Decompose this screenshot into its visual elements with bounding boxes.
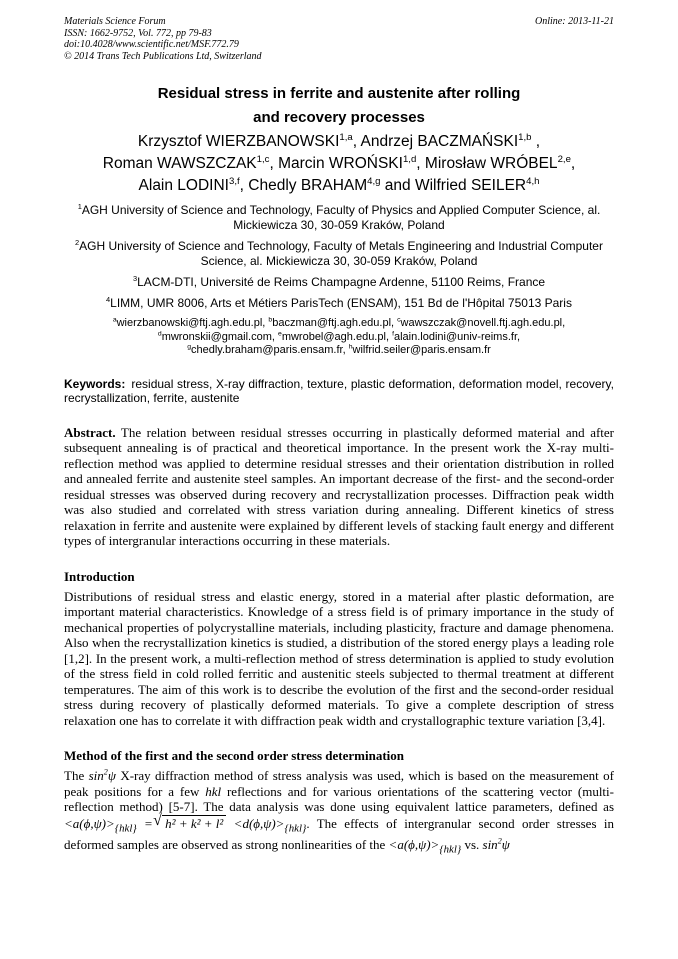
email-line-2 [64,331,614,345]
email-separator: , [262,317,269,329]
formula-a: <a(ϕ,ψ)> [388,836,440,852]
email-sup: g [187,343,191,351]
author-separator: and [380,177,415,194]
method-section [64,748,614,858]
email-address: baczman@ftj.agh.edu.pl [272,317,392,329]
email-line-1 [64,317,614,331]
email-separator: , [271,330,279,343]
formula-d: <d(ϕ,ψ)> [226,815,285,831]
author-name: Andrzej BACZMAŃSKI [360,133,519,150]
affiliation-text: LACM-DTI, Université de Reims Champagne Ardenne, 51100 Reims, France [137,275,546,289]
keywords-label: Keywords: [64,376,126,391]
email-address: mwronskii@gmail.com [161,330,272,343]
email-sup: b [268,316,273,324]
email-separator: , [342,344,349,356]
author-affil-sup: 1,b [518,131,532,143]
affiliation-4 [64,296,614,311]
sin-label: sin [88,768,104,783]
affiliation-list [64,203,614,311]
email-address: mwrobel@agh.edu.pl [281,330,386,343]
formula-sub: {hkl} [284,822,307,835]
email-address: wilfrid.seiler@paris.ensam.fr [352,344,491,356]
psi-symbol: ψ [107,768,116,783]
email-list [64,317,614,358]
affiliation-2 [64,239,614,269]
title-line-1: Residual stress in ferrite and austenite after rolling [157,85,521,102]
affiliation-1 [64,203,614,233]
affiliation-3 [64,275,614,290]
author-separator: , [269,155,279,172]
email-address: chedly.braham@paris.ensam.fr [190,344,343,356]
abstract-text: The relation between residual stresses occurring in plastically deformed material and after subsequent annealing is of practical and theoretical importance. In the present work the X-ray multi-reflection method was applied to determine residual stresses and their orientation distribution in rolled and annealed ferrite and austenite steel samples. An important decrease of the first- and the second-order residual stresses was observed during recovery and recrystallization processes. Diffraction peak width was also studied and correlated with stress variation during annealing. Different kinetics of stress relaxation in ferrite and austenite were explained by different levels of stacking fault energy and different types of intergranular interactions occurring in these materials. [64,424,615,548]
author-affil-sup: 2,e [557,153,571,165]
method-heading: Method of the first and the second order stress determination [64,748,405,763]
formula-equals: = [136,815,161,831]
formula-sub: {hkl} [439,843,462,856]
author-name: Wilfried SEILER [414,177,527,194]
email-sup: a [112,316,117,324]
affiliation-text: AGH University of Science and Technology, Faculty of Metals Engineering and Industrial Computer Science, al. Mickiewicza 30, 30-059 Kraków, Poland [79,239,603,268]
formula-sub: {hkl} [114,822,137,835]
introduction-text: Distributions of residual stress and elastic energy, stored in a material after plastic deformation, are important material characteristics. Knowledge of a stress field is of primary importance in the study of mechanical properties of polycrystalline materials, including plasticity, fracture and damage phenomena. Also when the recrystallization kinetics is studied, a distribution of the stored energy plays a leading role [1,2]. In the present work, a multi-reflection method of stress determination is applied to study evolution of the stress field in cold rolled ferritic and austenitic steels subjected to thermal treatment at different temperatures. The aim of this work is to describe the evolution of the first and the second-order residual stress during recovery of plastically deformed materials. To give a complete description of stress relaxation one has to correlate it with diffraction peak width and crystallographic texture variation [3,4]. [64,588,614,728]
author-name: Krzysztof WIERZBANOWSKI [137,133,340,150]
introduction-heading: Introduction [64,568,135,584]
keywords-text: residual stress, X-ray diffraction, texture, plastic deformation, deformation model, recovery, recrystallization, ferrite, austenite [64,376,614,405]
author-separator: , [352,133,361,150]
journal-header [64,16,614,62]
text-run: . The effects of intergranular second order stresses in deformed samples are observed as strong nonlinearities of the [64,815,614,852]
sin-exponent: 2 [103,767,108,777]
author-line-3 [64,175,614,197]
author-affil-sup: 1,a [339,131,353,143]
author-separator: , [570,155,576,172]
email-sup: e [278,329,282,337]
sin-term [483,837,510,852]
formula-a: <a(ϕ,ψ)> [64,815,115,831]
author-list [64,131,614,197]
email-separator: , [385,330,393,343]
author-affil-sup: 1,c [256,153,270,165]
author-name: Marcin WROŃSKI [278,155,403,172]
method-text [64,768,614,858]
author-affil-sup: 4,g [367,175,381,187]
email-address: wawszczak@novell.ftj.agh.edu.pl, [400,317,566,329]
paper-title [64,82,614,130]
hkl-term: hkl [205,783,222,799]
affiliation-text: AGH University of Science and Technology, Faculty of Physics and Applied Computer Science, al. Mickiewicza 30, 30-059 Kraków, Poland [81,203,601,232]
keywords-block [64,377,614,405]
title-line-2: and recovery processes [253,109,425,126]
paper-page [64,16,614,858]
email-line-3 [64,344,614,358]
sin-exponent: 2 [497,836,502,846]
author-separator: , [531,133,541,150]
affiliation-sup: 2 [75,238,80,247]
email-address: wierzbanowski@ftj.agh.edu.pl [116,317,263,329]
online-date: Online: 2013-11-21 [535,16,614,27]
sin-term [89,768,116,783]
affiliation-sup: 4 [106,295,111,304]
journal-name: Materials Science Forum [64,16,166,27]
abstract-block [64,425,614,549]
issn-line: ISSN: 1662-9752, Vol. 772, pp 79-83 [64,27,212,39]
affiliation-sup: 3 [132,274,138,283]
author-separator: , [416,155,425,172]
lattice-parameter-formula [64,815,307,835]
author-affil-sup: 1,d [402,153,417,165]
email-sup: f [392,329,394,337]
copyright-line: © 2014 Trans Tech Publications Ltd, Switzerland [64,50,262,62]
formula-a-inline [388,836,462,856]
doi-line: doi:10.4028/www.scientific.net/MSF.772.79 [64,39,239,50]
author-line-2 [64,153,614,175]
abstract-label: Abstract. [64,424,116,440]
sin-label: sin [482,836,498,852]
author-name: Alain LODINI [138,177,229,194]
text-run: reflections and for various orientations of the scattering vector (multi-reflection method) [5-7]. The data analysis was done using equivalent lattice parameters, defined as [64,783,614,814]
email-address: alain.lodini@univ-reims.fr, [393,330,521,343]
author-separator: , [239,177,249,194]
email-sup: h [348,343,353,351]
author-affil-sup: 3,f [228,175,240,187]
text-run: The [64,768,89,783]
introduction-section [64,569,614,729]
email-sup: d [157,329,162,337]
affiliation-sup: 1 [77,202,82,211]
author-name: Mirosław WRÓBEL [424,155,558,172]
author-name: Chedly BRAHAM [248,177,368,194]
text-run: vs. [461,836,483,852]
author-affil-sup: 4,h [526,175,540,187]
author-name: Roman WAWSZCZAK [102,155,257,172]
author-line-1 [64,131,614,153]
email-separator: , [391,317,398,329]
sqrt-expression: √ h² + k² + l² [162,815,226,832]
affiliation-text: LIMM, UMR 8006, Arts et Métiers ParisTech (ENSAM), 151 Bd de l'Hôpital 75013 Paris [110,296,572,310]
email-sup: c [397,316,401,324]
text-run: X-ray diffraction method of stress analysis was used, which is based on the measurement of peak positions for a few [64,768,614,799]
psi-symbol: ψ [501,836,510,852]
